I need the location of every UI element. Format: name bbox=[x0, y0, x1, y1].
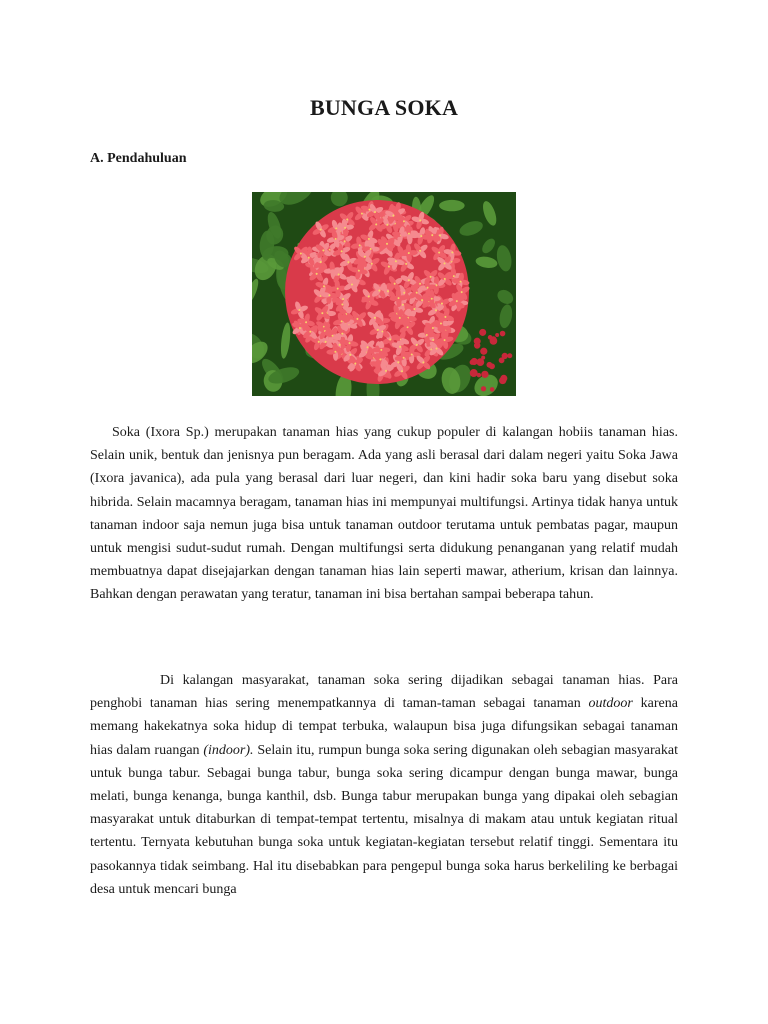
paragraph-2-text-c: Selain itu, rumpun bunga soka sering digunakan oleh sebagian masyarakat untuk bunga tabur. Sebagai bunga tabur, bunga soka sering dicampur dengan bunga mawar, bunga melati, bunga kenanga, bunga kanthil, dsb. Bunga tabur merupakan bunga yang dipakai oleh sebagian masyarakat untuk ditaburkan di tempat-tempat tertentu, misalnya di makam atau untuk kegiatan ritual tertentu. Ternyata kebutuhan bunga soka untuk kegiatan-kegiatan tersebut relatif tinggi. Sementara itu pasokannya tidak seimbang. Hal itu disebabkan para pengepul bunga soka harus berkeliling ke berbagai desa untuk mencari bunga bbox=[90, 742, 678, 897]
paragraph-2 bbox=[90, 669, 678, 901]
page-title: BUNGA SOKA bbox=[309, 95, 459, 120]
flower-photo bbox=[252, 192, 516, 396]
section-heading: A. Pendahuluan bbox=[90, 151, 187, 166]
paragraph-1: Soka (Ixora Sp.) merupakan tanaman hias yang cukup populer di kalangan hobiis tanaman hias. Selain unik, bentuk dan jenisnya pun beragam. Ada yang asli berasal dari dalam negeri yaitu Soka Jawa (Ixora javanica), ada pula yang berasal dari luar negeri, dan kini hadir soka baru yang disebut soka hibrida. Selain macamnya beragam, tanaman hias ini mempunyai multifungsi. Artinya tidak hanya untuk tanaman indoor saja nemun juga bisa untuk tanaman outdoor terutama untuk pembatas pagar, maupun untuk mengisi sudut-sudut rumah. Dengan multifungsi serta didukung penanganan yang relatif mudah membuatnya dapat disejajarkan dengan tanaman hias lain seperti mawar, atherium, krisan dan lainnya. Bahkan dengan perawatan yang teratur, tanaman ini bisa bertahan sampai beberapa tahun. bbox=[90, 425, 678, 603]
paragraph-2-italic-outdoor: outdoor bbox=[588, 696, 633, 712]
paragraph-2-italic-indoor: (indoor). bbox=[203, 742, 254, 758]
ixora-flower-image bbox=[252, 192, 516, 396]
paragraph-2-text-a: Di kalangan masyarakat, tanaman soka sering dijadikan sebagai tanaman hias. Para penghobi tanaman hias sering menempatkannya di taman-taman sebagai tanaman bbox=[90, 673, 678, 712]
paragraph-2-text-b: karena memang hakekatnya soka hidup di tempat terbuka, walaupun bisa juga difungsikan sebagai tanaman hias dalam ruangan bbox=[90, 696, 678, 758]
